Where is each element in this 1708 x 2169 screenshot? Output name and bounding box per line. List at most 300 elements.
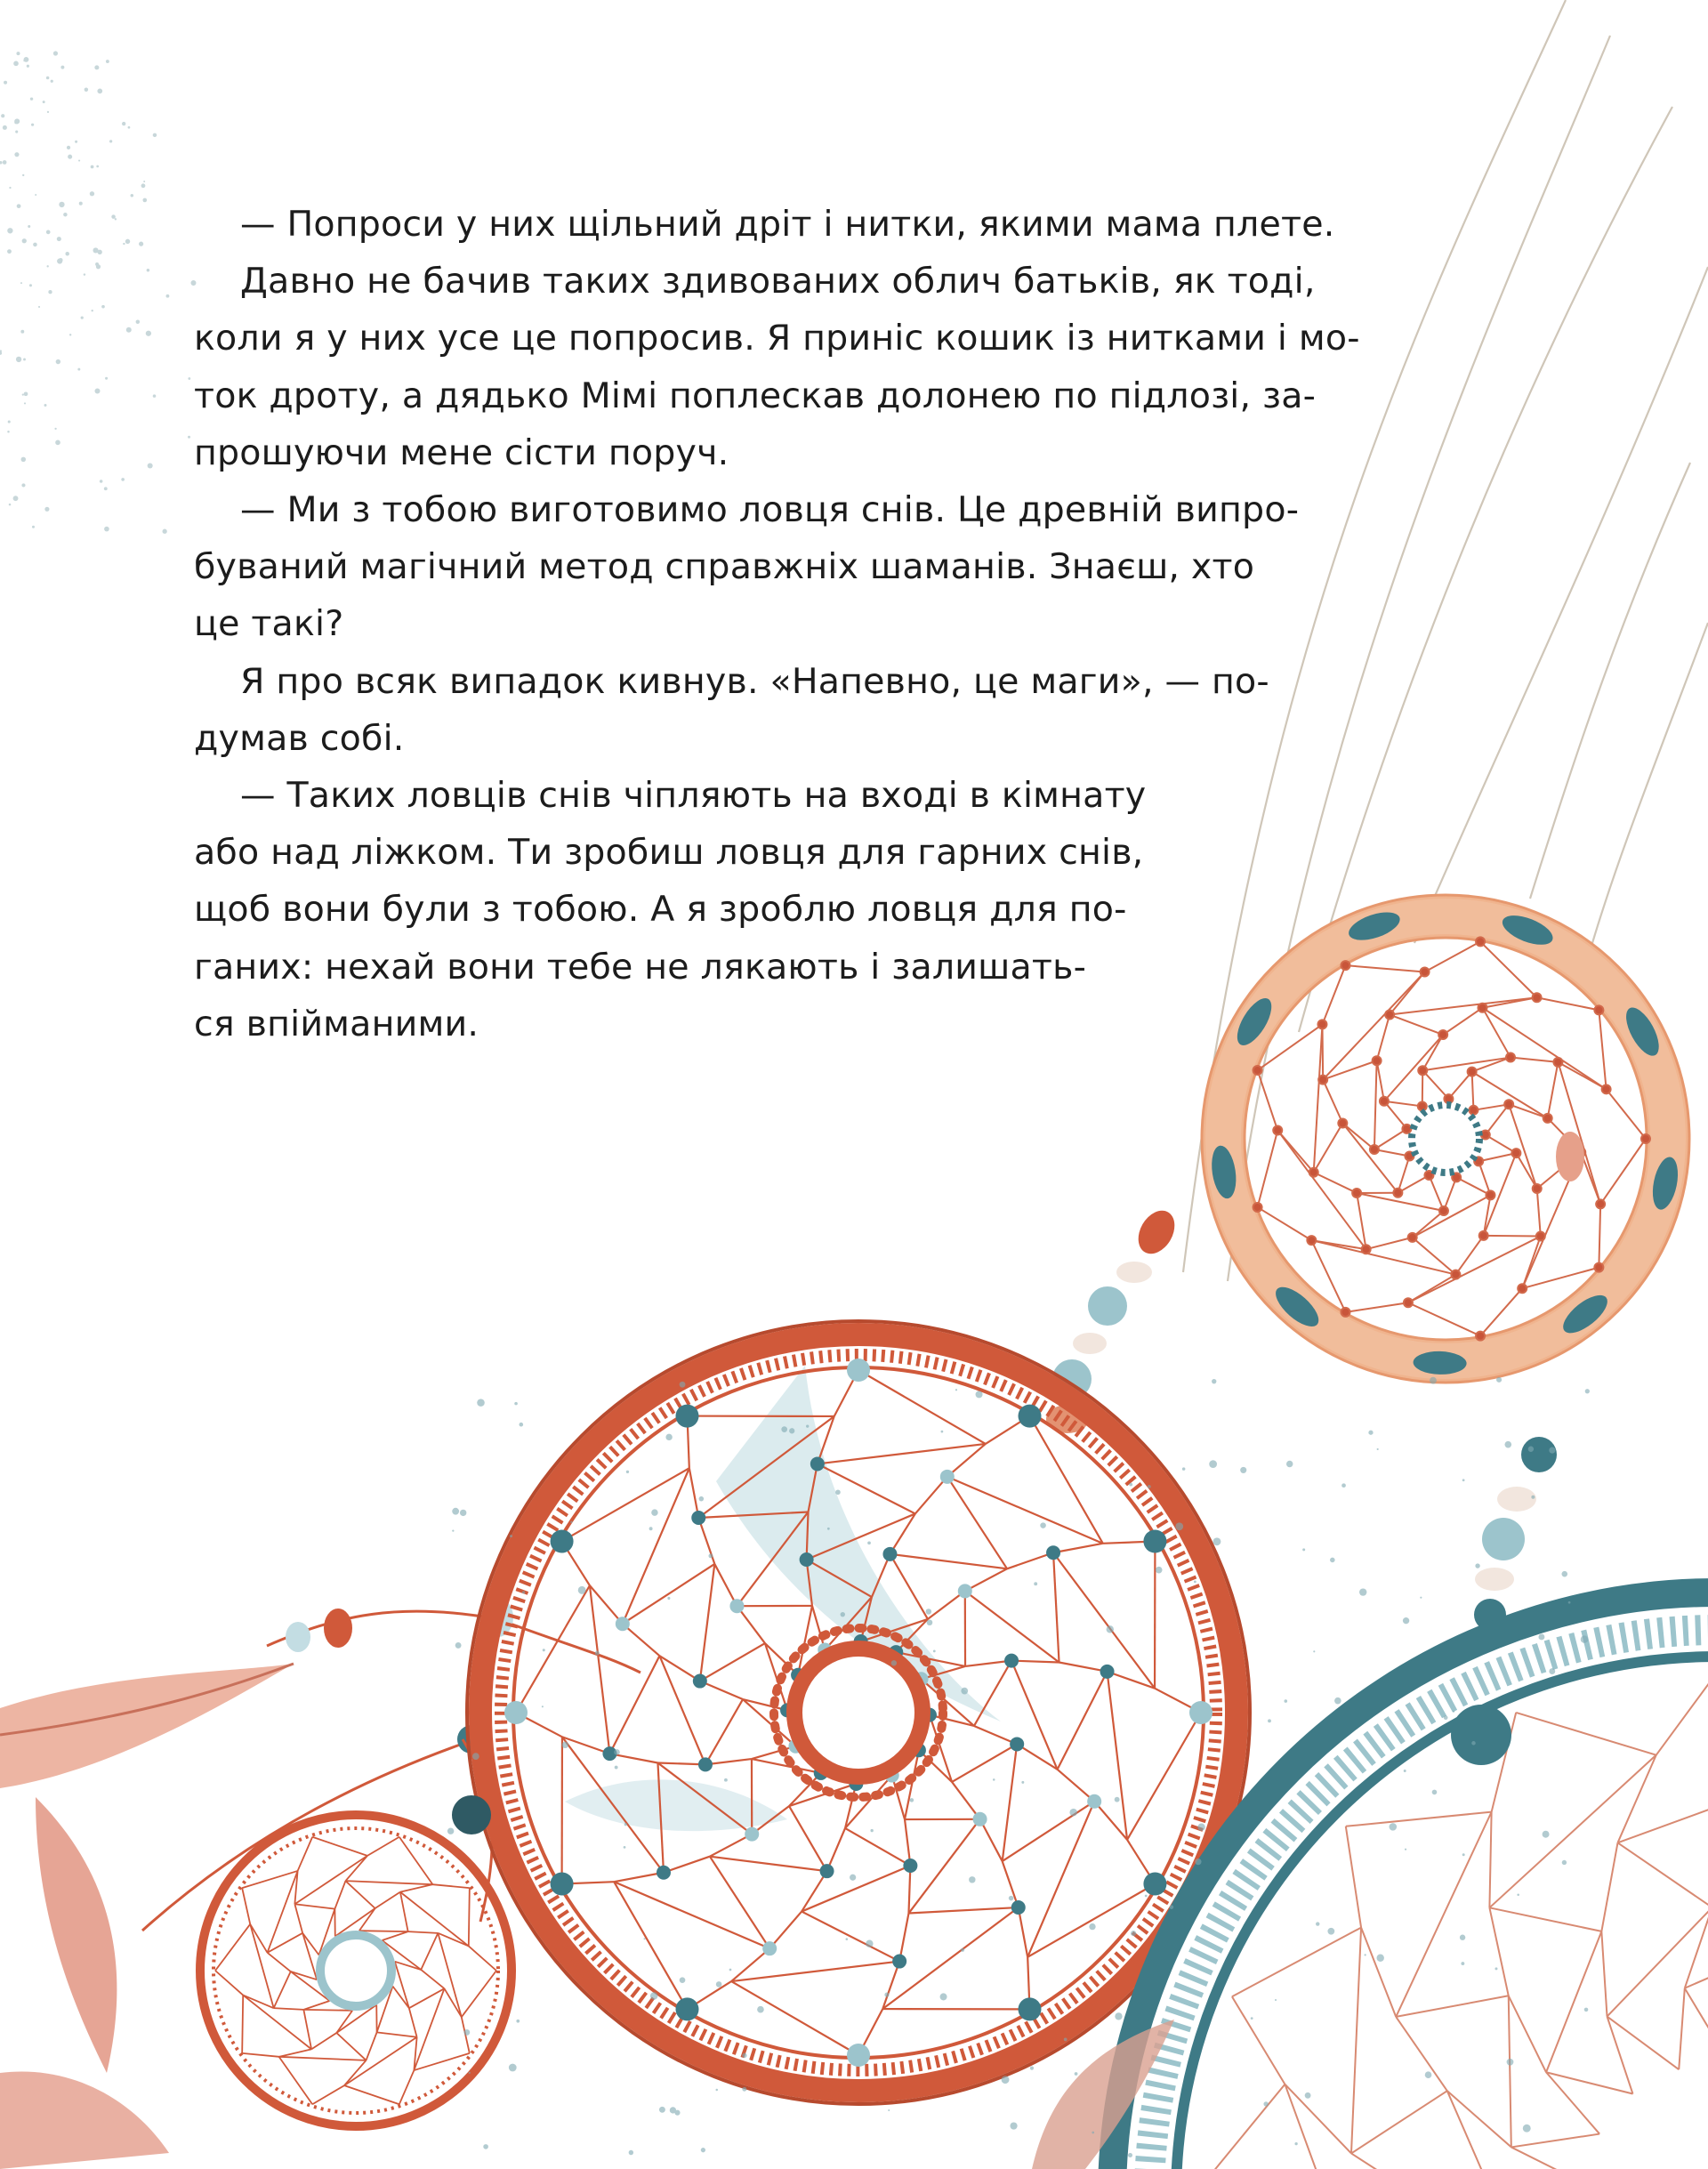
speckle (28, 225, 30, 228)
splatter-dot (1021, 1781, 1024, 1784)
splatter-dot (891, 1660, 897, 1665)
splatter-dot (1069, 1809, 1077, 1817)
splatter-dot (708, 1553, 713, 1558)
web-knot (1253, 1203, 1262, 1212)
web-knot (1418, 1066, 1427, 1075)
web-thread (462, 2017, 470, 2053)
text-line: — Ми з тобою виготовимо ловця снів. Це древній випро- (240, 489, 1300, 531)
web-thread (1374, 1129, 1407, 1149)
web-thread (664, 1857, 710, 1873)
web-thread (215, 1924, 250, 1971)
web-thread (367, 1837, 399, 1856)
speckle (29, 284, 32, 286)
speckle (142, 198, 147, 203)
bead (810, 1456, 825, 1471)
web-thread (1027, 1802, 1094, 1957)
speckle (141, 183, 146, 188)
speckle (9, 504, 12, 506)
web-knot (1476, 937, 1485, 946)
splatter-dot (1175, 1522, 1183, 1530)
speckle (153, 133, 157, 138)
speckle (93, 247, 98, 253)
web-thread (1601, 1842, 1617, 1931)
web-knot (1533, 1184, 1542, 1193)
speckle (54, 428, 56, 430)
web-thread (1546, 1931, 1601, 2072)
web-thread (243, 1996, 311, 2050)
splatter-dot (1131, 1931, 1136, 1936)
speckle (147, 269, 149, 271)
web-thread (432, 1884, 469, 1888)
bead (762, 1941, 777, 1955)
splatter-dot (543, 1649, 545, 1651)
web-thread (1053, 1544, 1103, 1552)
web-thread (818, 1444, 986, 1464)
bead (882, 1547, 897, 1561)
web-thread (414, 1988, 444, 2070)
speckle (20, 330, 24, 334)
splatter-dot (651, 1509, 657, 1515)
speckle-texture (0, 51, 196, 533)
splatter-dot (1341, 1483, 1346, 1488)
text-line: — Попроси у них щільний дріт і нитки, якими мама плете. (240, 204, 1335, 245)
speckle (35, 194, 36, 196)
web-thread (1448, 1072, 1471, 1100)
web-thread (294, 1856, 367, 1904)
splatter-dot (1585, 1389, 1590, 1393)
speckle (63, 213, 67, 216)
speckle (4, 81, 7, 85)
speckle (8, 421, 11, 423)
web-thread (1444, 1177, 1456, 1211)
web-thread (250, 1924, 273, 2008)
splatter-dot (1523, 2125, 1531, 2133)
web-thread (1396, 2017, 1447, 2091)
splatter-dot (1460, 1935, 1465, 1940)
web-thread (1617, 1842, 1708, 1907)
web-thread (705, 1699, 743, 1764)
web-thread (1617, 1755, 1656, 1843)
bead (820, 1864, 834, 1878)
splatter-dot (1107, 1625, 1114, 1633)
splatter-dot (841, 1612, 845, 1617)
splatter-dot (1475, 1563, 1479, 1568)
splatter-dot (595, 1651, 600, 1656)
splatter-dot (926, 1609, 931, 1614)
bead (691, 1511, 705, 1525)
speckle (47, 265, 49, 267)
speckle (153, 394, 157, 398)
web-thread (890, 1554, 1007, 1568)
splatter-dot (1285, 1699, 1288, 1703)
splatter-dot (1212, 1379, 1216, 1383)
splatter-dot (1561, 1571, 1567, 1577)
web-thread (1489, 1907, 1508, 1996)
speckle (46, 77, 50, 80)
splatter-dot (870, 1829, 873, 1832)
splatter-dot (941, 1431, 944, 1433)
web-thread (438, 1933, 468, 1947)
bead (1143, 1530, 1166, 1553)
speckle (122, 122, 125, 125)
web-knot (1602, 1084, 1611, 1093)
speckle (56, 359, 60, 364)
splatter-dot (850, 1875, 856, 1881)
web-knot (1594, 1005, 1603, 1014)
speckle (21, 457, 27, 463)
web-thread (375, 1892, 400, 1908)
bead (676, 1405, 699, 1428)
web-thread (657, 1762, 705, 1764)
speckle (27, 65, 29, 68)
splatter-dot (1432, 1790, 1438, 1795)
web-thread (1656, 1673, 1708, 1755)
web-thread (802, 1866, 910, 1912)
speckle (3, 125, 7, 130)
splatter-dot (1327, 1928, 1334, 1935)
speckle (9, 187, 11, 189)
web-thread (344, 2085, 399, 2104)
bead (698, 1757, 713, 1771)
web-thread (1314, 1124, 1343, 1173)
bead (1143, 1873, 1166, 1896)
splatter-dot (674, 2110, 680, 2116)
web-thread (614, 1873, 664, 1882)
web-thread (1601, 1931, 1607, 2017)
speckle (126, 327, 132, 333)
web-thread (845, 1828, 910, 1866)
web-thread (1509, 1104, 1537, 1189)
web-thread (1346, 1812, 1492, 1826)
splatter-dot (624, 1846, 626, 1849)
web-thread (1019, 1907, 1027, 1957)
web-knot (1478, 1004, 1486, 1012)
bead (958, 1584, 972, 1598)
web-thread (731, 1981, 858, 2055)
splatter-dot (888, 2109, 890, 2111)
splatter-dot (1404, 1770, 1406, 1772)
splatter-dot (1568, 1601, 1571, 1604)
web-thread (392, 1987, 408, 2009)
speckle (123, 243, 125, 245)
web-thread (858, 1370, 986, 1444)
web-thread (908, 1907, 1018, 1914)
bead (1010, 1737, 1024, 1751)
bead (1189, 1701, 1213, 1724)
speckle (100, 480, 103, 483)
web-thread (469, 1946, 496, 1971)
web-thread (623, 1624, 660, 1656)
web-thread (298, 1837, 313, 1871)
splatter-dot (1405, 1849, 1406, 1851)
web-knot (1402, 1125, 1411, 1133)
web-thread (908, 1819, 979, 1914)
web-thread (1516, 1713, 1656, 1755)
splatter-dot (1209, 1460, 1217, 1468)
web-knot (1318, 1076, 1327, 1084)
splatter-dot (1313, 1650, 1315, 1652)
bead (847, 2044, 870, 2067)
web-thread (789, 1806, 826, 1871)
web-thread (1685, 1988, 1708, 2065)
web-knot (1309, 1168, 1318, 1177)
splatter-dot (742, 2053, 746, 2058)
splatter-dot (1195, 1859, 1201, 1865)
web-thread (279, 2057, 313, 2104)
text-line: Я про всяк випадок кивнув. «Напевно, це маги», — по- (240, 660, 1269, 702)
web-knot (1439, 1206, 1448, 1215)
speckle (0, 350, 2, 351)
web-thread (1346, 1302, 1408, 1312)
web-thread (303, 2001, 329, 2010)
speckle (7, 228, 12, 233)
web-knot (1641, 1134, 1650, 1143)
splatter-dot (469, 2072, 471, 2074)
web-thread (345, 1881, 432, 1884)
speckle (13, 496, 19, 501)
splatter-dot (472, 1753, 479, 1760)
splatter-dot (846, 1938, 849, 1940)
web-thread (345, 1881, 375, 1908)
splatter-dot (624, 1823, 627, 1826)
splatter-dot (483, 2144, 488, 2149)
text-line: ток дроту, а дядько Мімі поплескав долонею по підлозі, за- (194, 375, 1317, 416)
splatter-dot (806, 1425, 809, 1428)
splatter-dot (1330, 1558, 1335, 1563)
web-thread (915, 1477, 947, 1514)
web-thread (1314, 1173, 1357, 1193)
speckle (16, 357, 21, 362)
text-line: прошуючи мене сісти поруч. (194, 431, 729, 473)
web-thread (1599, 1010, 1606, 1089)
web-knot (1253, 1066, 1262, 1075)
web-thread (623, 1468, 689, 1624)
speckle (78, 159, 80, 161)
web-thread (1058, 1770, 1095, 1802)
web-thread (1342, 1124, 1398, 1193)
web-thread (1258, 1131, 1278, 1207)
web-thread (1374, 1060, 1377, 1149)
splatter-dot (1581, 1635, 1589, 1643)
web-thread (1447, 2091, 1511, 2147)
web-thread (399, 1837, 433, 1884)
web-thread (1607, 2017, 1633, 2094)
web-knot (1553, 1058, 1562, 1067)
web-thread (336, 2033, 366, 2060)
splatter-dot (629, 2150, 633, 2155)
web-thread (1511, 1058, 1558, 1062)
web-thread (700, 1564, 714, 1681)
splatter-dot (1240, 1467, 1246, 1473)
speckle (91, 310, 93, 311)
speckle (48, 290, 52, 294)
bead (551, 1873, 574, 1896)
splatter-dot (680, 1382, 686, 1388)
speckle (69, 334, 71, 335)
web-thread (590, 1585, 623, 1624)
web-thread (614, 1882, 769, 1948)
web-thread (302, 1933, 318, 1955)
web-thread (1366, 1238, 1413, 1249)
web-thread (769, 1912, 802, 1949)
web-thread (243, 1996, 273, 2009)
splatter-dot (452, 1508, 459, 1515)
splatter-dot (452, 1529, 454, 1531)
speckle (188, 436, 190, 439)
bead (973, 1812, 987, 1826)
web-thread (400, 1892, 469, 1947)
web-knot (1594, 1263, 1603, 1272)
splatter-dot (1294, 2142, 1297, 2145)
speckle (59, 258, 62, 262)
web-thread (1685, 1907, 1708, 1988)
web-thread (242, 1871, 297, 1888)
web-knot (1373, 1056, 1382, 1065)
splatter-dot (955, 1389, 957, 1391)
speckle (30, 97, 33, 100)
web-thread (714, 1564, 737, 1606)
speckle (16, 52, 20, 55)
web-knot (1476, 1332, 1485, 1341)
bead (1019, 1405, 1042, 1428)
web-thread (1422, 1070, 1448, 1099)
splatter-dot (1002, 2076, 1010, 2084)
splatter-dot (1359, 1588, 1366, 1595)
speckle (23, 60, 25, 61)
speckle (43, 101, 45, 103)
web-knot (1469, 1106, 1478, 1115)
splatter-dot (961, 1948, 964, 1952)
bead (616, 1617, 630, 1631)
web-knot (1408, 1233, 1417, 1242)
splatter-dot (1377, 1448, 1379, 1450)
web-thread (399, 2070, 415, 2104)
splatter-dot (542, 1705, 544, 1707)
bead (1100, 1665, 1115, 1679)
splatter-dot (867, 1541, 871, 1544)
web-thread (1607, 1089, 1646, 1139)
speckle (163, 529, 167, 534)
speckle (38, 306, 40, 308)
web-thread (302, 1933, 317, 1980)
web-thread (303, 2010, 352, 2011)
web-thread (1108, 1672, 1128, 1840)
text-line: ся впійманими. (194, 1003, 479, 1044)
splatter-dot (1030, 2067, 1034, 2070)
splatter-dot (1403, 1617, 1409, 1624)
speckle (14, 121, 17, 124)
web-thread (1489, 1755, 1656, 1908)
web-thread (444, 1988, 461, 2017)
web-knot (1479, 1231, 1488, 1240)
web-knot (1543, 1114, 1552, 1123)
splatter-dot (460, 1510, 466, 1516)
web-thread (367, 2032, 377, 2060)
web-thread (1374, 1149, 1410, 1156)
splatter-dot (447, 1828, 454, 1834)
splatter-dot (1009, 1896, 1014, 1901)
web-thread (1486, 1135, 1517, 1154)
web-thread (1472, 1072, 1474, 1110)
speckle (131, 194, 134, 198)
splatter-dot (578, 1586, 586, 1594)
splatter-dot (724, 1778, 728, 1782)
speckle (22, 174, 24, 176)
splatter-dot (680, 1977, 686, 1983)
splatter-dot (1194, 1581, 1196, 1584)
speckle (0, 161, 3, 165)
splatter-dot (1461, 1962, 1464, 1965)
web-thread (344, 2037, 417, 2085)
splatter-dot (1251, 2017, 1253, 2020)
splatter-dot (699, 1496, 705, 1502)
speckle (109, 140, 112, 142)
web-thread (377, 2032, 417, 2036)
splatter-dot (626, 1471, 629, 1473)
splatter-dot (757, 2006, 764, 2013)
speckle (67, 146, 70, 149)
splatter-dot (1496, 1377, 1502, 1383)
speckle (143, 181, 145, 182)
speckle (85, 88, 88, 92)
splatter-dot (789, 1428, 794, 1433)
splatter-dot (884, 1993, 889, 1997)
text-line: це такі? (194, 603, 344, 645)
speckle (65, 252, 69, 256)
text-line: щоб вони були з тобою. А я зроблю ловця для по- (194, 889, 1127, 931)
bead (1019, 1997, 1042, 2020)
web-thread (274, 1971, 291, 2008)
splatter-dot (1197, 1823, 1204, 1830)
web-thread (291, 1971, 317, 1980)
web-thread (395, 1962, 421, 1970)
splatter-dot (1538, 1633, 1544, 1640)
splatter-dot (1531, 1496, 1535, 1499)
web-thread (294, 1904, 302, 1933)
splatter-dot (1462, 1853, 1465, 1856)
splatter-dot (961, 1688, 968, 1695)
splatter-dot (1316, 1922, 1319, 1925)
splatter-dot (1334, 1697, 1341, 1705)
web-thread (1007, 1552, 1053, 1568)
speckle (81, 317, 84, 319)
web-thread (1473, 1104, 1509, 1110)
splatter-dot (509, 2064, 517, 2072)
web-thread (1053, 1552, 1059, 1662)
speckle (77, 368, 80, 371)
bead (892, 1955, 906, 1969)
splatter-dots (447, 1377, 1590, 2157)
web-thread (1482, 1008, 1606, 1090)
bead (657, 1866, 671, 1880)
dreamcatcher-small (200, 1795, 512, 2126)
web-thread (1059, 1663, 1108, 1672)
web-thread (965, 1591, 1059, 1662)
web-thread (1351, 2153, 1427, 2169)
splatter-dot (1213, 1537, 1221, 1545)
speckle (125, 239, 130, 244)
text-line: коли я у них усе це попросив. Я приніс кошик із нитками і мо- (194, 318, 1360, 359)
speckle (94, 65, 99, 69)
speckle (24, 391, 28, 396)
web-thread (359, 1908, 375, 1931)
bead (676, 1997, 699, 2020)
bead (903, 1859, 917, 1873)
web-thread (1232, 1928, 1361, 1997)
web-thread (980, 1819, 1003, 1861)
web-thread (965, 1568, 1007, 1591)
text-line: думав собі. (194, 717, 405, 759)
